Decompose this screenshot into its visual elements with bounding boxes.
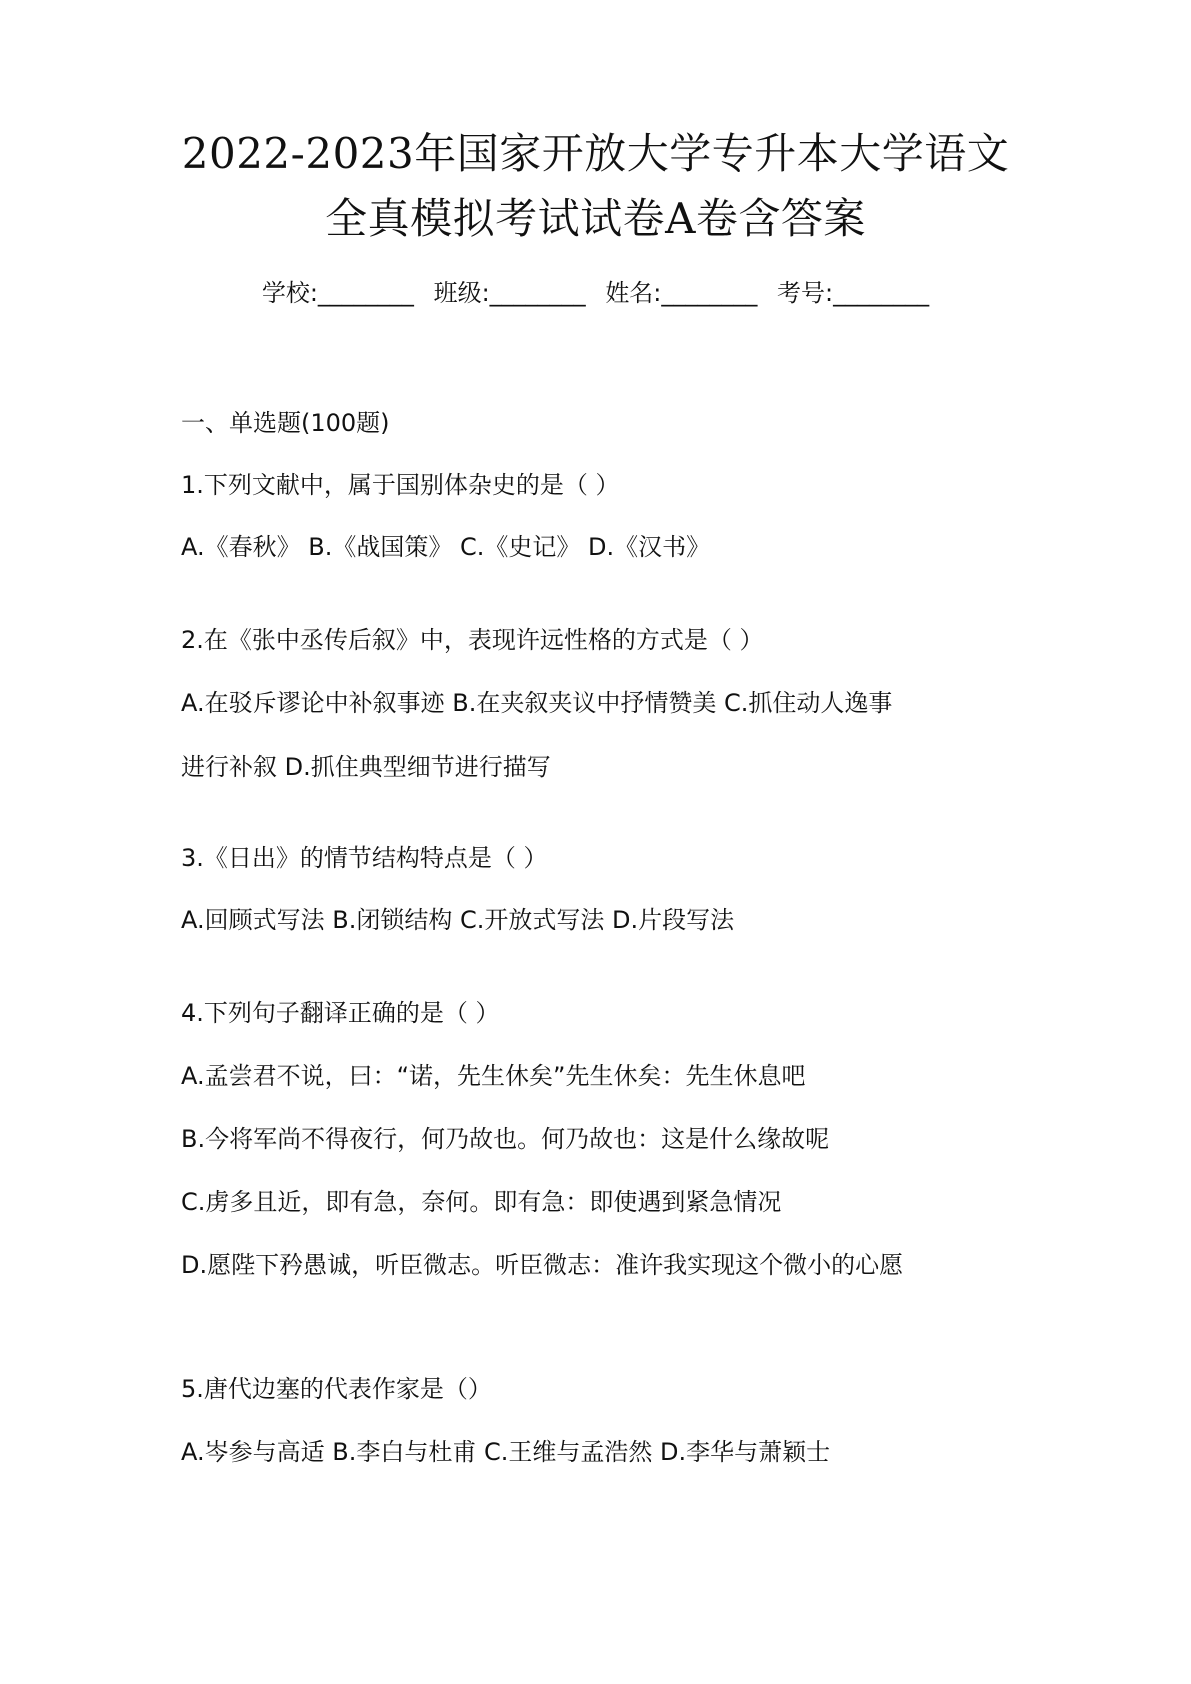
question-2-options-line-1: A.在驳斥谬论中补叙事迹 B.在夹叙夹议中抒情赞美 C.抓住动人逸事 <box>181 689 893 717</box>
section-heading: 一、单选题(100题) <box>181 409 390 437</box>
question-2-options-line-2: 进行补叙 D.抓住典型细节进行描写 <box>181 753 551 781</box>
question-2-stem: 2.在《张中丞传后叙》中，表现许远性格的方式是（ ） <box>181 626 764 654</box>
question-4-option-c: C.虏多且近，即有急，奈何。即有急：即使遇到紧急情况 <box>181 1188 782 1216</box>
question-4-option-d: D.愿陛下矜愚诚，听臣微志。听臣微志：准许我实现这个微小的心愿 <box>181 1251 904 1279</box>
question-4-stem: 4.下列句子翻译正确的是（ ） <box>181 999 500 1027</box>
school-field: 学校:________ <box>261 279 414 307</box>
question-3-stem: 3.《日出》的情节结构特点是（ ） <box>181 844 548 872</box>
question-5-options: A.岑参与高适 B.李白与杜甫 C.王维与孟浩然 D.李华与萧颖士 <box>181 1438 831 1466</box>
question-3-options: A.回顾式写法 B.闭锁结构 C.开放式写法 D.片段写法 <box>181 906 735 934</box>
question-5-stem: 5.唐代边塞的代表作家是（） <box>181 1375 492 1403</box>
name-field: 姓名:________ <box>605 279 758 307</box>
document-title-line-2: 全真模拟考试试卷A卷含答案 <box>325 194 866 243</box>
student-info-row <box>0 278 1191 308</box>
class-field: 班级:________ <box>433 279 586 307</box>
exam-number-field: 考号:________ <box>777 279 930 307</box>
question-1-options: A.《春秋》 B.《战国策》 C.《史记》 D.《汉书》 <box>181 533 711 561</box>
question-1-stem: 1.下列文献中，属于国别体杂史的是（ ） <box>181 471 620 499</box>
question-4-option-a: A.孟尝君不说，曰：“诺，先生休矣”先生休矣：先生休息吧 <box>181 1062 806 1090</box>
question-4-option-b: B.今将军尚不得夜行，何乃故也。何乃故也：这是什么缘故呢 <box>181 1125 830 1153</box>
document-title-line-1: 2022-2023年国家开放大学专升本大学语文 <box>181 129 1010 178</box>
